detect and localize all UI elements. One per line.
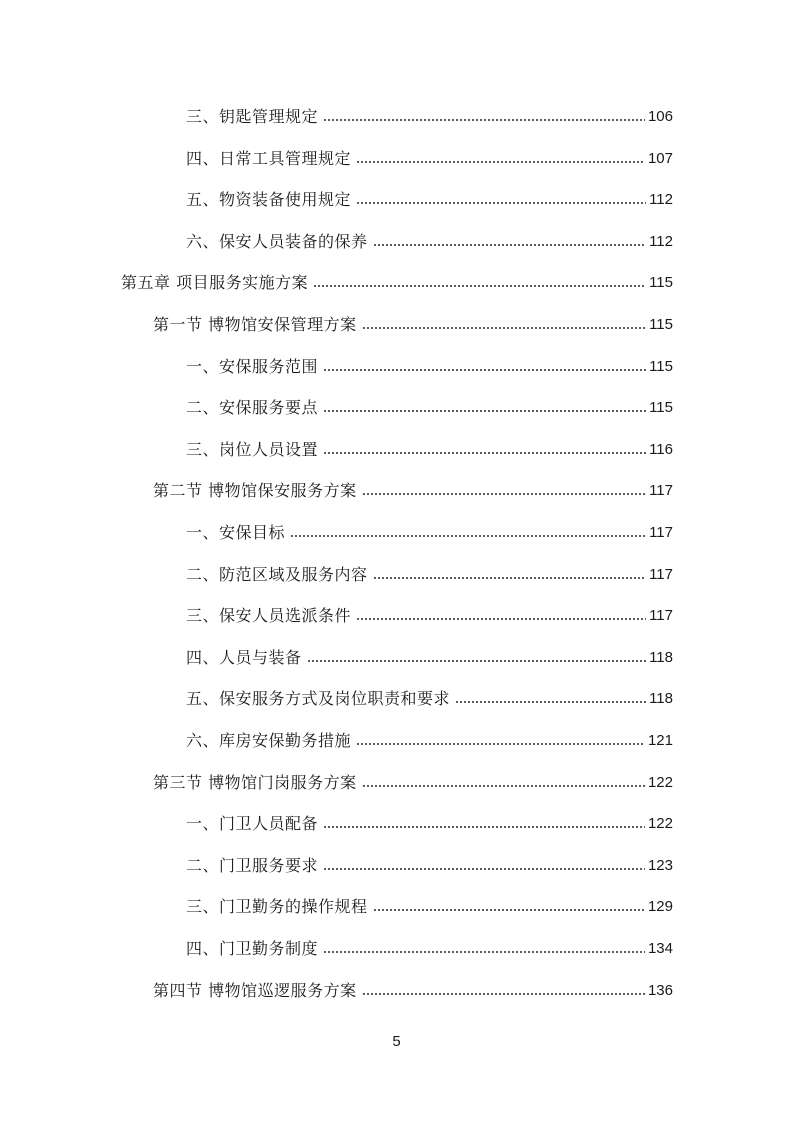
toc-subsection-entry[interactable] (186, 225, 673, 259)
toc-entry-page-number: 112 (649, 191, 673, 209)
toc-chapter-entry[interactable] (121, 266, 673, 300)
toc-entry-page-number: 115 (649, 399, 673, 417)
toc-entry-page-number: 117 (649, 565, 673, 583)
toc-entry-title: 四、门卫勤务制度 (186, 939, 319, 958)
toc-dot-leader (323, 119, 645, 121)
toc-subsection-entry[interactable] (186, 558, 673, 592)
toc-entry-page-number: 117 (649, 607, 673, 625)
toc-dot-leader (313, 285, 646, 287)
toc-section-entry[interactable] (153, 474, 673, 508)
toc-entry-page-number: 112 (649, 232, 673, 250)
toc-entry-title: 六、库房安保勤务措施 (186, 731, 352, 750)
toc-entry-page-number: 115 (649, 274, 673, 292)
toc-dot-leader (323, 951, 645, 953)
toc-entry-title: 第四节 博物馆巡逻服务方案 (153, 980, 357, 1000)
toc-dot-leader (362, 785, 645, 787)
toc-dot-leader (373, 244, 647, 246)
toc-dot-leader (356, 618, 646, 620)
toc-subsection-entry[interactable] (186, 100, 673, 134)
toc-dot-leader (362, 493, 646, 495)
toc-dot-leader (290, 535, 646, 537)
toc-entry-title: 四、日常工具管理规定 (186, 148, 352, 168)
toc-entry-title: 第二节 博物馆保安服务方案 (153, 481, 357, 501)
toc-subsection-entry[interactable] (186, 890, 673, 924)
toc-subsection-entry[interactable] (186, 807, 673, 841)
toc-dot-leader (323, 868, 645, 870)
toc-subsection-entry[interactable] (186, 724, 673, 758)
toc-dot-leader (362, 993, 645, 995)
toc-dot-leader (373, 909, 645, 911)
toc-subsection-entry[interactable] (186, 516, 673, 550)
toc-section-entry[interactable] (153, 974, 673, 1008)
toc-subsection-entry[interactable] (186, 682, 673, 716)
toc-subsection-entry[interactable] (186, 849, 673, 883)
toc-entry-title: 三、保安人员选派条件 (186, 606, 352, 626)
toc-entry-title: 四、人员与装备 (186, 647, 302, 667)
toc-entry-page-number: 116 (649, 440, 673, 458)
toc-entry-page-number: 115 (649, 316, 673, 333)
toc-dot-leader (356, 743, 645, 745)
toc-section-entry[interactable] (153, 766, 673, 800)
toc-subsection-entry[interactable] (186, 142, 673, 176)
toc-entry-title: 一、安保服务范围 (186, 356, 319, 376)
toc-subsection-entry[interactable] (186, 932, 673, 966)
toc-entry-title: 三、岗位人员设置 (186, 439, 319, 459)
page-number: 5 (392, 1033, 401, 1050)
toc-entry-page-number: 121 (647, 732, 673, 749)
toc-entry-title: 二、防范区域及服务内容 (186, 564, 368, 584)
toc-entry-page-number: 122 (647, 815, 673, 833)
toc-entry-page-number: 123 (647, 856, 673, 874)
toc-subsection-entry[interactable] (186, 391, 673, 425)
toc-dot-leader (323, 369, 646, 371)
toc-entry-page-number: 122 (647, 773, 673, 791)
toc-dot-leader (455, 701, 646, 703)
toc-dot-leader (323, 452, 646, 454)
toc-dot-leader (373, 577, 647, 579)
toc-entry-page-number: 115 (649, 357, 673, 375)
toc-entry-page-number: 118 (649, 690, 673, 708)
toc-entry-page-number: 106 (647, 108, 673, 125)
toc-entry-title: 第三节 博物馆门岗服务方案 (153, 772, 357, 792)
toc-entry-page-number: 117 (649, 482, 673, 500)
toc-entry-page-number: 134 (647, 940, 673, 957)
toc-entry-page-number: 129 (647, 898, 673, 916)
toc-entry-title: 三、钥匙管理规定 (186, 107, 319, 126)
toc-entry-title: 一、安保目标 (186, 523, 286, 542)
toc-entry-title: 第五章 项目服务实施方案 (121, 273, 309, 293)
toc-entry-title: 六、保安人员装备的保养 (186, 231, 368, 251)
toc-dot-leader (323, 410, 646, 412)
toc-dot-leader (356, 161, 645, 163)
toc-entry-page-number: 118 (649, 648, 673, 666)
toc-entry-title: 一、门卫人员配备 (186, 814, 319, 834)
toc-subsection-entry[interactable] (186, 433, 673, 467)
toc-subsection-entry[interactable] (186, 641, 673, 675)
toc-entry-page-number: 107 (647, 149, 673, 167)
toc-entry-page-number: 136 (647, 981, 673, 999)
toc-dot-leader (323, 826, 645, 828)
toc-entry-title: 第一节 博物馆安保管理方案 (153, 315, 357, 334)
toc-subsection-entry[interactable] (186, 350, 673, 384)
toc-entry-title: 五、物资装备使用规定 (186, 190, 352, 210)
toc-entry-title: 三、门卫勤务的操作规程 (186, 897, 368, 917)
toc-dot-leader (362, 327, 646, 329)
toc-dot-leader (356, 202, 646, 204)
toc-entry-page-number: 117 (649, 524, 673, 541)
toc-entry-title: 五、保安服务方式及岗位职责和要求 (186, 689, 451, 709)
toc-dot-leader (307, 660, 647, 662)
toc-subsection-entry[interactable] (186, 599, 673, 633)
toc-section-entry[interactable] (153, 308, 673, 342)
toc-entry-title: 二、安保服务要点 (186, 398, 319, 418)
toc-entry-title: 二、门卫服务要求 (186, 855, 319, 875)
toc-subsection-entry[interactable] (186, 183, 673, 217)
